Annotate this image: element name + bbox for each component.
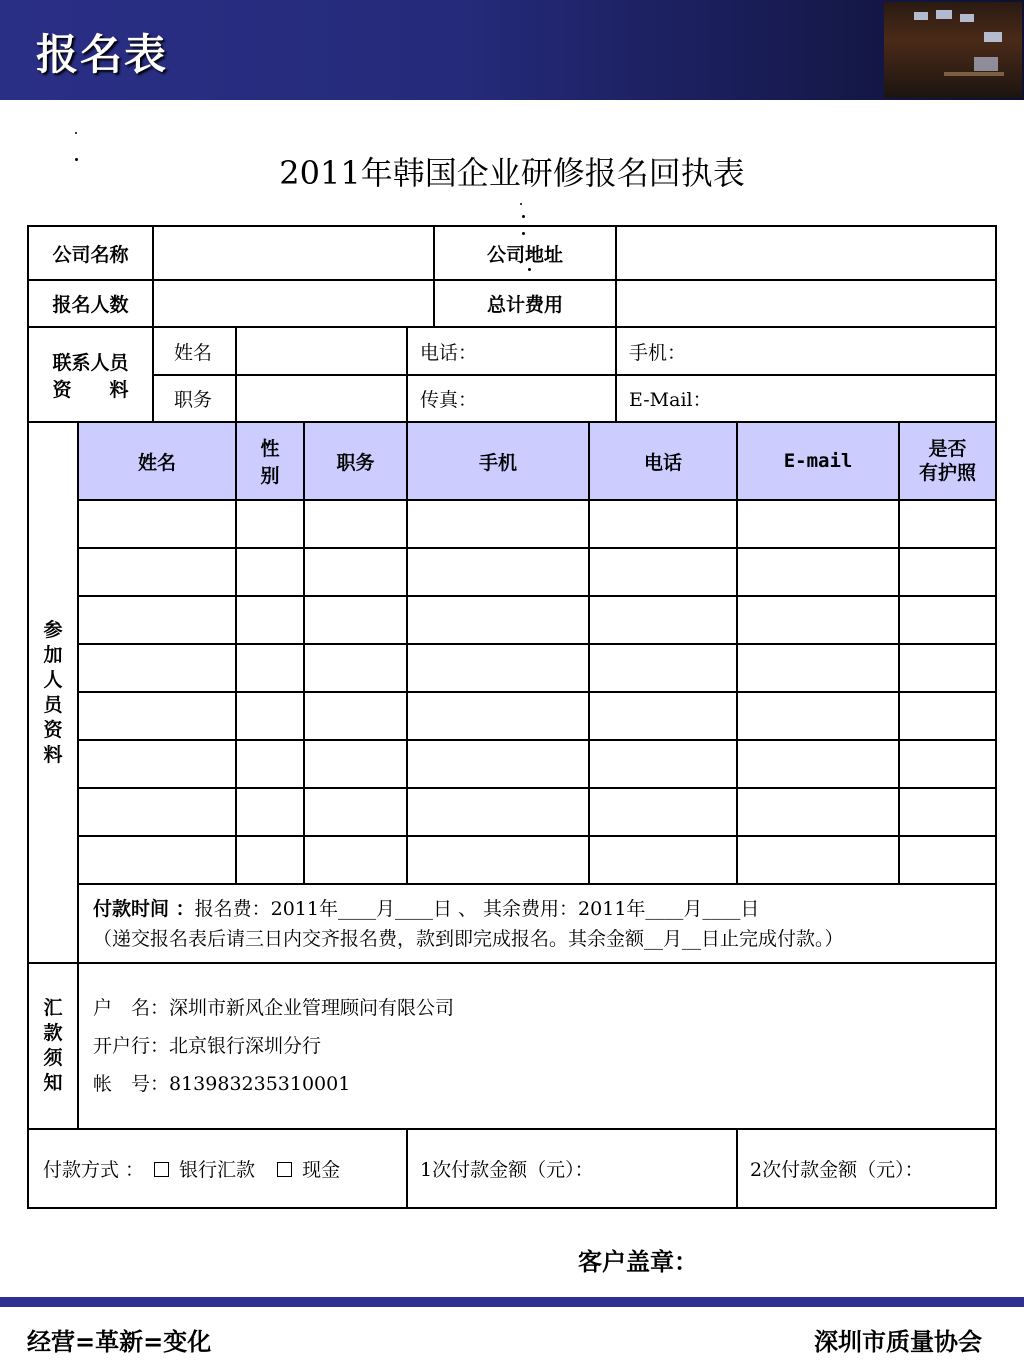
cell[interactable] xyxy=(236,836,304,884)
participants-side-label xyxy=(28,422,78,963)
cell[interactable] xyxy=(737,500,899,548)
participant-row xyxy=(28,788,996,836)
cell[interactable] xyxy=(737,836,899,884)
contact-position-label: 职务 xyxy=(153,375,236,422)
participant-row xyxy=(28,596,996,644)
cell[interactable] xyxy=(78,692,236,740)
cell[interactable] xyxy=(589,596,737,644)
payment-method-label: 付款方式 ： xyxy=(43,1159,145,1181)
cell[interactable] xyxy=(407,548,589,596)
cell[interactable] xyxy=(737,692,899,740)
cell[interactable] xyxy=(78,740,236,788)
participants-header-row xyxy=(28,422,996,500)
gender-char: 别 xyxy=(260,465,280,487)
cell[interactable] xyxy=(589,500,737,548)
side-char: 款 xyxy=(43,1022,63,1044)
cell[interactable] xyxy=(407,836,589,884)
passport-line2: 有护照 xyxy=(919,462,977,484)
side-char: 须 xyxy=(43,1047,63,1069)
cell[interactable] xyxy=(304,596,407,644)
cell[interactable] xyxy=(899,548,996,596)
participant-row xyxy=(28,740,996,788)
col-header-name: 姓名 xyxy=(78,422,236,500)
cell[interactable] xyxy=(236,596,304,644)
payment-method-row xyxy=(28,1129,996,1208)
side-char: 加 xyxy=(43,643,63,666)
cell[interactable] xyxy=(304,644,407,692)
cell[interactable] xyxy=(304,692,407,740)
cash-checkbox[interactable] xyxy=(277,1162,292,1177)
cell[interactable] xyxy=(236,644,304,692)
col-header-passport xyxy=(899,422,996,500)
cell[interactable] xyxy=(236,788,304,836)
cell[interactable] xyxy=(304,836,407,884)
cell[interactable] xyxy=(407,500,589,548)
remittance-info xyxy=(78,963,996,1129)
registrant-count-label: 报名人数 xyxy=(28,280,153,327)
contact-fax-field[interactable]: 传真： xyxy=(407,375,616,422)
footer-bar xyxy=(0,1297,1024,1307)
decorative-dot xyxy=(520,203,522,205)
customer-stamp-label: 客户盖章： xyxy=(578,1248,698,1276)
total-fee-field[interactable] xyxy=(616,280,996,327)
cell[interactable] xyxy=(589,692,737,740)
cell[interactable] xyxy=(407,788,589,836)
first-payment-amount-field[interactable]: 1次付款金额（元）： xyxy=(407,1129,737,1208)
decorative-dot xyxy=(522,215,525,218)
participant-row xyxy=(28,692,996,740)
contact-row-2 xyxy=(28,375,996,422)
cell[interactable] xyxy=(589,836,737,884)
cell[interactable] xyxy=(78,788,236,836)
form-title: 2011年韩国企业研修报名回执表 xyxy=(279,154,745,192)
company-name-field[interactable] xyxy=(153,226,434,280)
company-address-label: 公司地址 xyxy=(434,226,616,280)
footer-slogan: 经营=革新=变化 xyxy=(27,1328,212,1356)
participant-row xyxy=(28,644,996,692)
cell[interactable] xyxy=(589,548,737,596)
control-room-photo xyxy=(884,2,1022,98)
cell[interactable] xyxy=(737,740,899,788)
contact-email-field[interactable]: E-Mail： xyxy=(616,375,996,422)
cell[interactable] xyxy=(78,836,236,884)
cell[interactable] xyxy=(304,548,407,596)
side-char: 资 xyxy=(43,718,63,741)
account-number: 帐 号：813983235310001 xyxy=(93,1073,351,1095)
cell[interactable] xyxy=(899,500,996,548)
cell[interactable] xyxy=(236,692,304,740)
contact-name-field[interactable] xyxy=(236,327,407,375)
bank-transfer-checkbox[interactable] xyxy=(154,1162,169,1177)
footer-organization: 深圳市质量协会 xyxy=(814,1328,982,1356)
contact-position-field[interactable] xyxy=(236,375,407,422)
bank-transfer-option: 银行汇款 xyxy=(179,1159,256,1181)
payment-time-label: 付款时间 ： xyxy=(93,897,195,920)
company-address-field[interactable] xyxy=(616,226,996,280)
contact-name-label: 姓名 xyxy=(153,327,236,375)
cell[interactable] xyxy=(899,836,996,884)
account-name: 户 名：深圳市新风企业管理顾问有限公司 xyxy=(93,997,455,1019)
cell[interactable] xyxy=(899,692,996,740)
contact-mobile-field[interactable]: 手机： xyxy=(616,327,996,375)
cell[interactable] xyxy=(899,740,996,788)
cell[interactable] xyxy=(236,548,304,596)
page-title: 报名表 xyxy=(36,30,169,79)
second-payment-amount-field[interactable]: 2次付款金额（元）： xyxy=(737,1129,996,1208)
cell[interactable] xyxy=(899,788,996,836)
cell[interactable] xyxy=(304,740,407,788)
header-banner xyxy=(0,0,1024,100)
contact-row-1 xyxy=(28,327,996,375)
payment-time-note: （递交报名表后请三日内交齐报名费，款到即完成报名。其余金额__月__日止完成付款。） xyxy=(93,927,844,950)
payment-time-line1 xyxy=(93,894,995,924)
company-row xyxy=(28,226,996,280)
registration-form-table xyxy=(27,225,997,1209)
contact-label-line1: 联系人员 xyxy=(52,351,129,374)
cell[interactable] xyxy=(236,500,304,548)
cell[interactable] xyxy=(78,500,236,548)
col-header-gender xyxy=(236,422,304,500)
side-char: 料 xyxy=(43,743,63,766)
cell[interactable] xyxy=(304,500,407,548)
gender-char: 性 xyxy=(260,438,280,460)
cell[interactable] xyxy=(589,740,737,788)
cell[interactable] xyxy=(78,548,236,596)
side-char: 知 xyxy=(43,1072,63,1094)
cell[interactable] xyxy=(78,644,236,692)
cell[interactable] xyxy=(737,596,899,644)
passport-line1: 是否 xyxy=(928,438,967,460)
col-header-mobile: 手机 xyxy=(407,422,589,500)
side-char: 参 xyxy=(43,618,63,641)
registrant-count-field[interactable] xyxy=(153,280,434,327)
cell[interactable] xyxy=(236,740,304,788)
total-fee-label: 总计费用 xyxy=(434,280,616,327)
side-char: 汇 xyxy=(43,997,63,1019)
cell[interactable] xyxy=(589,788,737,836)
payment-time-row xyxy=(28,884,996,963)
payment-time-dates: 报名费：2011年____月____日 、 其余费用：2011年____月____日 xyxy=(194,897,760,920)
participant-row xyxy=(28,548,996,596)
payment-time-cell xyxy=(78,884,996,963)
cell[interactable] xyxy=(737,788,899,836)
col-header-email: E-mail xyxy=(737,422,899,500)
col-header-phone: 电话 xyxy=(589,422,737,500)
cell[interactable] xyxy=(407,644,589,692)
col-header-position: 职务 xyxy=(304,422,407,500)
cell[interactable] xyxy=(304,788,407,836)
side-char: 员 xyxy=(43,693,63,716)
cell[interactable] xyxy=(78,596,236,644)
payment-method-cell xyxy=(28,1129,407,1208)
cell[interactable] xyxy=(737,548,899,596)
cell[interactable] xyxy=(407,692,589,740)
participant-row xyxy=(28,500,996,548)
remittance-row xyxy=(28,963,996,1129)
cell[interactable] xyxy=(407,740,589,788)
company-name-label: 公司名称 xyxy=(28,226,153,280)
contact-phone-field[interactable]: 电话： xyxy=(407,327,616,375)
cash-option: 现金 xyxy=(302,1159,341,1181)
count-row xyxy=(28,280,996,327)
contact-label-line2: 资 料 xyxy=(52,378,129,401)
contact-info-label xyxy=(28,327,153,422)
cell[interactable] xyxy=(899,644,996,692)
side-char: 人 xyxy=(43,668,63,691)
cell[interactable] xyxy=(737,644,899,692)
cell[interactable] xyxy=(589,644,737,692)
cell[interactable] xyxy=(899,596,996,644)
bank-name: 开户行：北京银行深圳分行 xyxy=(93,1035,322,1057)
remittance-side-label xyxy=(28,963,78,1129)
participant-row xyxy=(28,836,996,884)
decorative-dot xyxy=(75,132,77,134)
cell[interactable] xyxy=(407,596,589,644)
